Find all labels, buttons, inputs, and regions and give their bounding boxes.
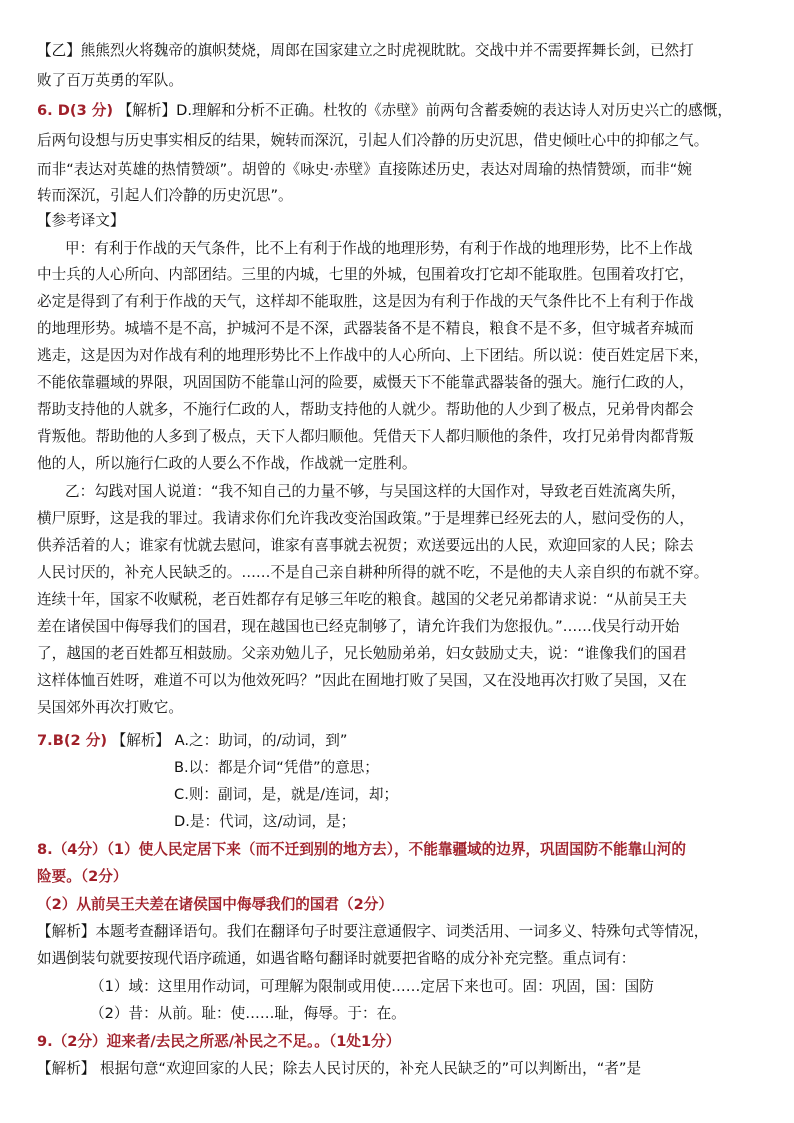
- translation-yi-line: 乙：勾践对国人说道：“我不知自己的力量不够，与吴国这样的大国作对，导致老百姓流离失所，: [65, 483, 686, 500]
- translation-jia-line: 他的人，所以施行仁政的人要么不作战，作战就一定胜利。: [37, 455, 417, 472]
- question-6-line: 而非“表达对英雄的热情赞颂”。胡曾的《咏史·赤壁》直接陈述历史，表达对周瑜的热情赞颂，而非“婉: [37, 161, 692, 178]
- translation-jia-line: 必定是得到了有利于作战的天气，这样却不能取胜，这是因为有利于作战的天气条件比不上有利于作战: [37, 293, 694, 310]
- translation-jia-line: 中士兵的人心所向、内部团结。三里的内城，七里的外城，包围着攻打它却不能取胜。包围着攻打它，: [37, 266, 694, 283]
- translation-jia-line: 帮助支持他的人就多，不施行仁政的人，帮助支持他的人就少。帮助他的人少到了极点，兄弟骨肉都会: [37, 401, 694, 418]
- translation-jia-line: 甲：有利于作战的天气条件，比不上有利于作战的地理形势，有利于作战的地理形势，比不上作战: [65, 240, 693, 257]
- translation-jia-line: 背叛他。帮助他的人多到了极点，天下人都归顺他。凭借天下人都归顺他的条件，攻打兄弟骨肉都背叛: [37, 428, 694, 445]
- question-8-answer: 险要。（2分）: [37, 868, 128, 885]
- question-6-line: [37, 100, 759, 122]
- question-8-keyword: （2）昔：从前。耻：使……耻，侮辱。于：在。: [90, 1005, 406, 1022]
- translation-yi-line: 连续十年，国家不收赋税，老百姓都存有足够三年吃的粮食。越国的父老兄弟都请求说：“从前吴王夫: [37, 591, 687, 608]
- question-7-option-a: 【解析】 A.之：助词，的/动词，到”: [111, 732, 348, 749]
- translation-yi-line: 【乙】熊熊烈火将魏帝的旗帜焚烧，周郎在国家建立之时虎视眈眈。交战中并不需要挥舞长剑，已然打: [37, 42, 694, 59]
- reference-translation-heading: 【参考译文】: [37, 212, 125, 229]
- question-6-line: 后两句设想与历史事实相反的结果，婉转而深沉，引起人们冷静的历史沉思，借史倾吐心中的抑郁之气。: [37, 132, 709, 149]
- translation-yi-line: 供养活着的人；谁家有忧就去慰问，谁家有喜事就去祝贺；欢送要远出的人民，欢迎回家的人民；除去: [37, 537, 694, 554]
- translation-jia-line: 逃走，这是因为对作战有利的地理形势比不上作战中的人心所向、上下团结。所以说：使百姓定居下来，: [37, 347, 709, 364]
- translation-yi-line: 败了百万英勇的军队。: [37, 72, 183, 89]
- question-8-answer: 8.（4分）（1）使人民定居下来（而不迁到别的地方去），不能靠疆域的边界，巩固国防不能靠山河的: [37, 841, 686, 858]
- question-9-analysis: 【解析】 根据句意“欢迎回家的人民；除去人民讨厌的，补充人民缺乏的”可以判断出，“者”是: [37, 1060, 642, 1077]
- translation-yi-line: 吴国郊外再次打败它。: [37, 699, 183, 716]
- question-8-answer: （2）从前吴王夫差在诸侯国中侮辱我们的国君（2分）: [37, 896, 393, 913]
- translation-yi-line: 横尸原野，这是我的罪过。我请求你们允许我改变治国政策。”于是埋葬已经死去的人，慰问受伤的人，: [37, 510, 694, 527]
- question-7-line: [37, 730, 759, 752]
- question-7-option-b: B.以：都是介词“凭借”的意思；: [174, 759, 379, 776]
- question-9-answer: 9.（2分）迎来者/去民之所恶/补民之不足。。（1处1分）: [37, 1033, 401, 1050]
- question-7-option-d: D.是：代词，这/动词，是；: [174, 813, 356, 830]
- translation-jia-line: 的地理形势。城墙不是不高，护城河不是不深，武器装备不是不精良，粮食不是不多，但守城者弃城而: [37, 320, 694, 337]
- translation-yi-line: 了，越国的老百姓都互相鼓励。父亲劝勉儿子，兄长勉励弟弟，妇女鼓励丈夫，说：“谁像我们的国君: [37, 645, 687, 662]
- question-6-answer: 6. D(3 分): [37, 102, 114, 119]
- question-6-line: 转而深沉，引起人们冷静的历史沉思”。: [37, 187, 293, 204]
- question-8-analysis: 【解析】本题考查翻译语句。我们在翻译句子时要注意通假字、词类活用、一词多义、特殊句式等情况，: [37, 923, 709, 940]
- question-7-answer: 7.B(2 分): [37, 732, 107, 749]
- translation-yi-line: 人民讨厌的，补充人民缺乏的。……不是自己亲自耕种所得的就不吃，不是他的夫人亲自织的布就不穿。: [37, 564, 709, 581]
- translation-yi-line: 差在诸侯国中侮辱我们的国君，现在越国也已经克制够了，请允许我们为您报仇。”……伐吴行动开始: [37, 618, 680, 635]
- question-7-option-c: C.则：副词，是，就是/连词，却；: [174, 786, 399, 803]
- question-8-keyword: （1）域：这里用作动词，可理解为限制或用使……定居下来也可。固：巩固，国：国防: [90, 978, 654, 995]
- question-6-analysis: 【解析】D.理解和分析不正确。杜牧的《赤壁》前两句含蓄委婉的表达诗人对历史兴亡的感慨，: [117, 102, 732, 119]
- question-8-analysis: 如遇倒装句就要按现代语序疏通，如遇省略句翻译时就要把省略的成分补充完整。重点词有：: [37, 950, 636, 967]
- translation-jia-line: 不能依靠疆域的界限，巩固国防不能靠山河的险要，威慑天下不能靠武器装备的强大。施行仁政的人，: [37, 374, 694, 391]
- translation-yi-line: 这样体恤百姓呀，难道不可以为他效死吗？”因此在囿地打败了吴国，又在没地再次打败了吴国，又在: [37, 672, 687, 689]
